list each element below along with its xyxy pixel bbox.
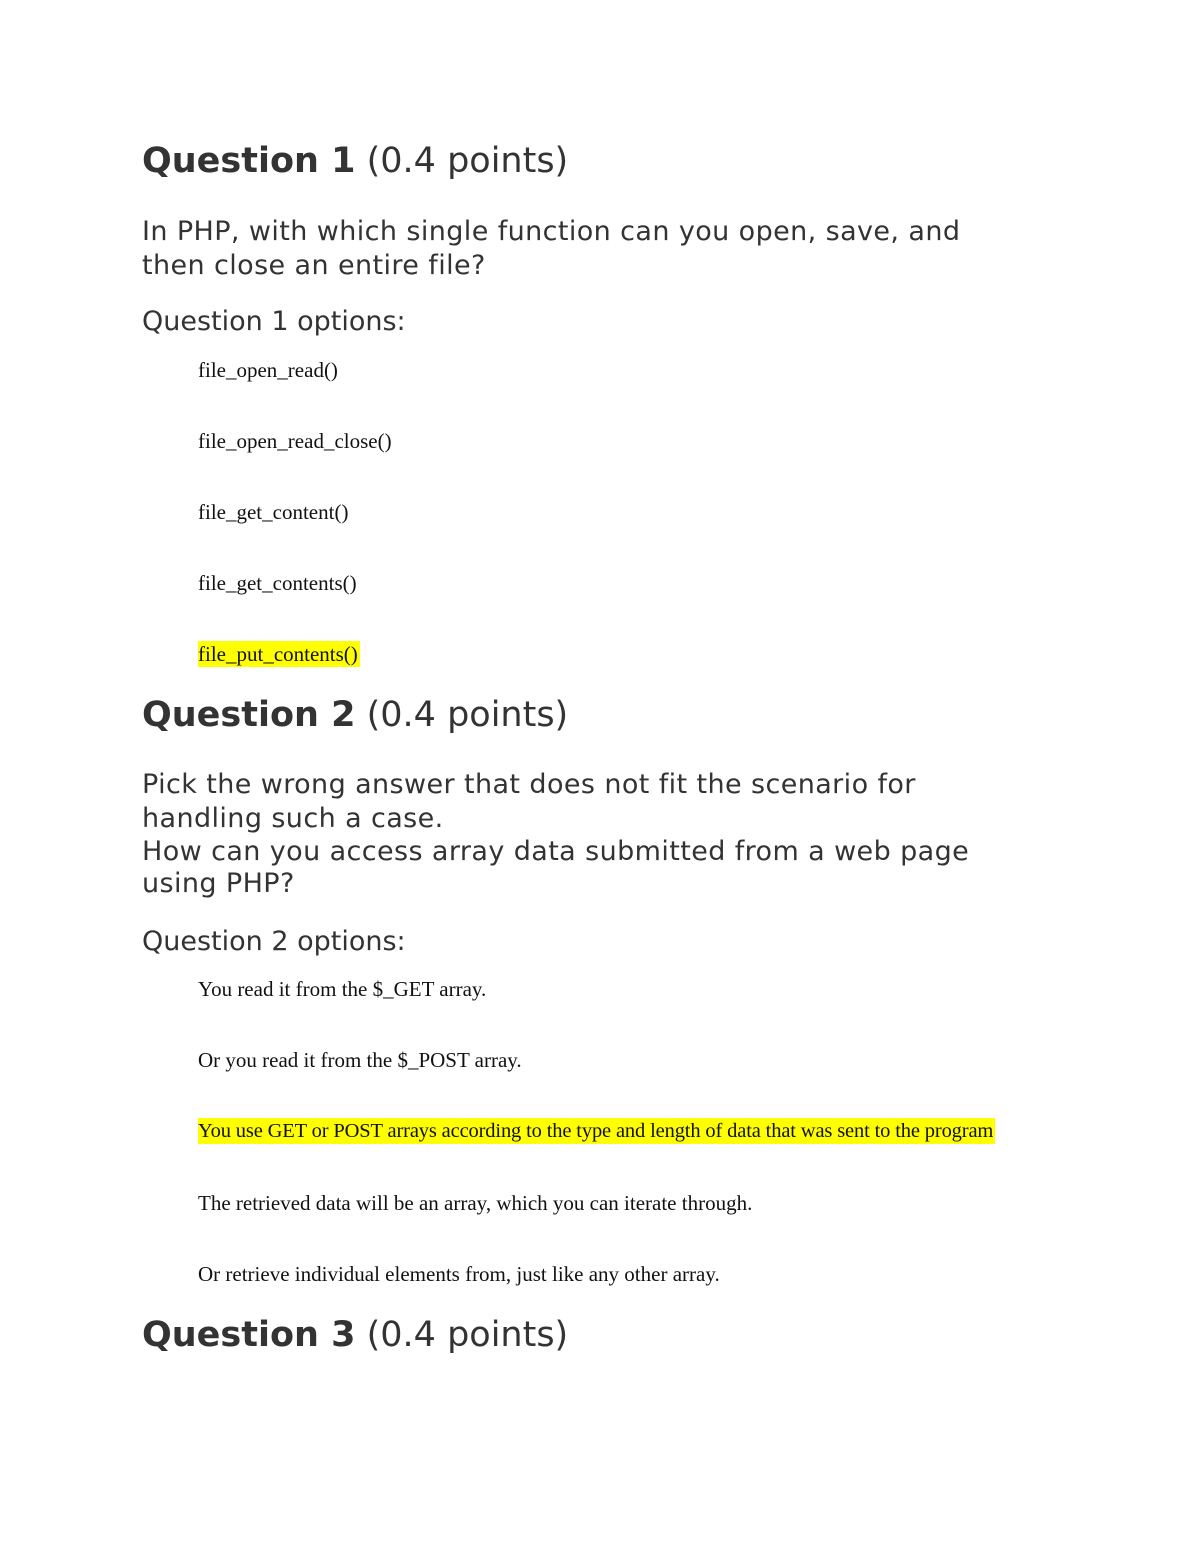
question-2-prompt-line-1: Pick the wrong answer that does not fit the scenario for xyxy=(142,769,916,800)
question-1-prompt-line-2: then close an entire file? xyxy=(142,250,486,281)
question-1-title: Question 1 xyxy=(142,141,356,181)
question-1-option-3[interactable]: file_get_content() xyxy=(198,500,349,524)
question-2-option-1[interactable]: You read it from the $_GET array. xyxy=(198,977,487,1001)
question-1-options-label: Question 1 options: xyxy=(142,306,406,337)
question-2-prompt-line-2: handling such a case. xyxy=(142,803,444,834)
question-2-heading xyxy=(142,695,568,735)
question-1-heading xyxy=(142,141,568,181)
question-2-option-2[interactable]: Or you read it from the $_POST array. xyxy=(198,1048,522,1072)
question-2-option-4[interactable]: The retrieved data will be an array, which you can iterate through. xyxy=(198,1191,753,1215)
question-2-points: (0.4 points) xyxy=(366,695,569,735)
question-1-option-2[interactable]: file_open_read_close() xyxy=(198,429,392,453)
question-1-option-5-highlighted[interactable]: file_put_contents() xyxy=(198,642,358,666)
question-2-option-3-highlighted[interactable]: You use GET or POST arrays according to the type and length of data that was sent to the program xyxy=(198,1120,994,1142)
question-2-prompt-line-3: How can you access array data submitted from a web page xyxy=(142,836,970,867)
question-3-heading xyxy=(142,1315,568,1355)
question-2-prompt-line-4: using PHP? xyxy=(142,868,295,899)
question-3-points: (0.4 points) xyxy=(366,1315,569,1355)
question-1-option-1[interactable]: file_open_read() xyxy=(198,358,338,382)
question-2-option-5[interactable]: Or retrieve individual elements from, just like any other array. xyxy=(198,1262,720,1286)
question-1-points: (0.4 points) xyxy=(366,141,569,181)
question-2-title: Question 2 xyxy=(142,695,356,735)
question-3-title: Question 3 xyxy=(142,1315,356,1355)
question-1-prompt-line-1: In PHP, with which single function can you open, save, and xyxy=(142,216,961,247)
question-1-option-4[interactable]: file_get_contents() xyxy=(198,571,357,595)
question-2-options-label: Question 2 options: xyxy=(142,926,406,957)
